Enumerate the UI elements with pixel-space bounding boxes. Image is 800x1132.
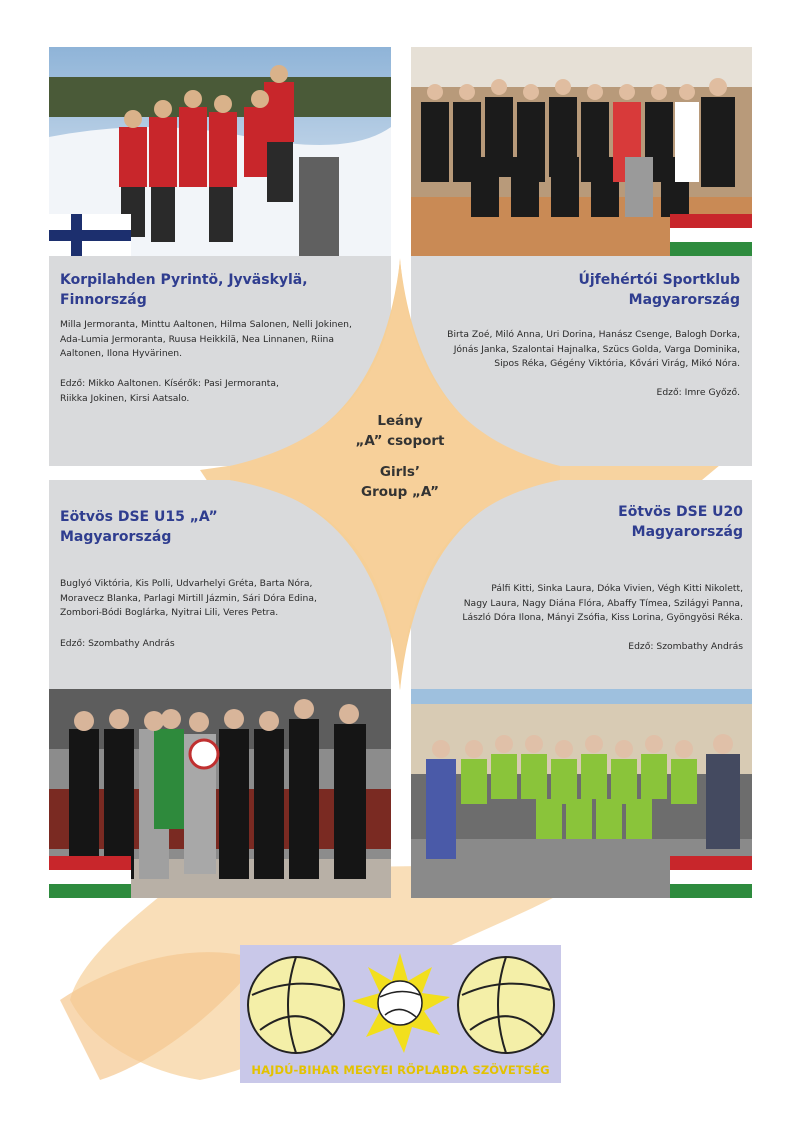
staff-list: Edző: Szombathy András bbox=[60, 638, 175, 649]
team-title: Eötvös DSE U20 Magyarország bbox=[618, 504, 743, 540]
group-label: Leány „A” csoport Girls’ Group „A” bbox=[355, 413, 445, 500]
player-list: Birta Zoé, Miló Anna, Uri Dorina, Hanász Csenge, Balogh Dorka, Jónás Janka, Szalontai Hajnalka, Szücs Golda, Varga Dominika, Sipos Réka, Gégény Viktória, Kővári Virág, Mikó Nóra. bbox=[447, 329, 740, 369]
volleyball-icon bbox=[248, 957, 344, 1053]
player-list: Milla Jermoranta, Minttu Aaltonen, Hilma Salonen, Nelli Jokinen, Ada-Lumia Jermoranta, Ruusa Heikkilä, Nea Linnanen, Riina Aaltonen, Ilona Hyvärinen. bbox=[60, 319, 352, 359]
finland-flag-icon bbox=[49, 214, 131, 256]
staff-list: Edző: Mikko Aaltonen. Kísérők: Pasi Jermoranta, Riikka Jokinen, Kirsi Aatsalo. bbox=[60, 378, 279, 404]
hungary-flag-icon bbox=[670, 856, 752, 898]
team-title: Eötvös DSE U15 „A” Magyarország bbox=[60, 509, 218, 545]
sun-volleyball-icon bbox=[352, 953, 450, 1053]
federation-logo bbox=[240, 945, 561, 1083]
player-list: Buglyó Viktória, Kis Polli, Udvarhelyi Gréta, Barta Nóra, Moravecz Blanka, Parlagi Mirtill Jázmin, Sári Dóra Edina, Zombori-Bódi Boglárka, Nyitrai Lili, Veres Petra. bbox=[60, 578, 317, 618]
staff-list: Edző: Imre Győző. bbox=[656, 387, 740, 398]
volleyball-icon bbox=[458, 957, 554, 1053]
federation-name: HAJDÚ-BIHAR MEGYEI RÖPLABDA SZÖVETSÉG bbox=[251, 1063, 550, 1077]
team-title: Korpilahden Pyrintö, Jyväskylä, Finnország bbox=[60, 272, 308, 308]
staff-list: Edző: Szombathy András bbox=[628, 641, 743, 652]
player-list: Pálfi Kitti, Sinka Laura, Dóka Vivien, Végh Kitti Nikolett, Nagy Laura, Nagy Diána Flóra, Abaffy Tímea, Szilágyi Panna, László Dóra Ilona, Mányi Zsófia, Kiss Lorina, Gyöngyösi Réka. bbox=[462, 583, 743, 623]
hungary-flag-icon bbox=[670, 214, 752, 256]
hungary-flag-icon bbox=[49, 856, 131, 898]
team-title: Újfehértói Sportklub Magyarország bbox=[578, 272, 740, 308]
